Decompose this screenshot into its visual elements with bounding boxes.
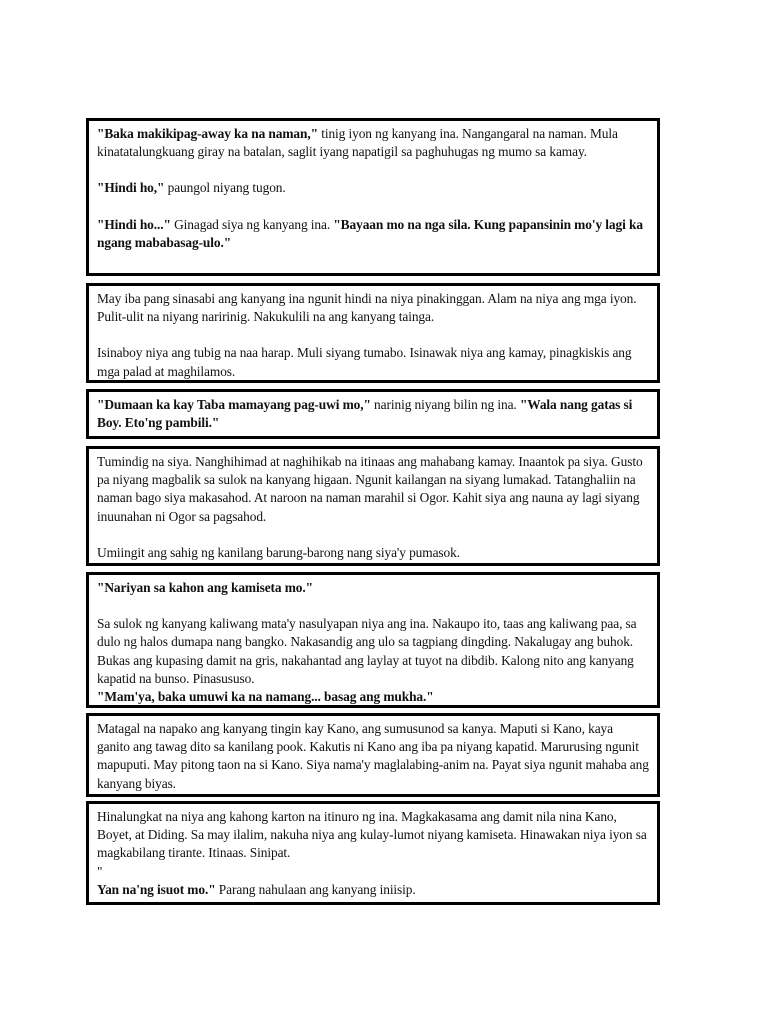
- text-block-6: [86, 713, 660, 797]
- paragraph: [97, 544, 649, 562]
- paragraph: [97, 344, 649, 380]
- stray-quote: ": [97, 863, 103, 879]
- narration-text: Matagal na napako ang kanyang tingin kay Kano, ang sumusunod sa kanya. Maputi si Kano, kaya ganito ang tawag dito sa kanilang pook. Kakutis ni Kano ang iba pa niyang kapatid. Marurusing ngunit mapuputi. May pitong taon na si Kano. Siya nama'y maglalabing-anim na. Payat siya ngunit mahaba ang kanyang biyas.: [97, 721, 649, 791]
- paragraph: [97, 615, 649, 706]
- text-block-5: [86, 572, 660, 708]
- narration-text: Isinaboy niya ang tubig na naa harap. Muli siyang tumabo. Isinawak niya ang kamay, pinagkiskis ang mga palad at maghilamos.: [97, 345, 632, 379]
- narration-text: Sa sulok ng kanyang kaliwang mata'y nasulyapan niya ang ina. Nakaupo ito, taas ang kaliwang paa, sa dulo ng halos dumapa nang bangko. Nakasandig ang ulo sa tagpiang dingding. Nakalugay ang buhok. Bukas ang kupasing damit na gris, nakahantad ang laylay at tuyot na dibdib. Kalong nito ang kanyang kapatid na bunso. Pinasususo.: [97, 616, 637, 686]
- paragraph: [97, 396, 649, 432]
- dialogue-bold: "Baka makikipag-away ka na naman,": [97, 126, 318, 141]
- narration-text: Umiingit ang sahig ng kanilang barung-barong nang siya'y pumasok.: [97, 544, 460, 560]
- dialogue-bold: "Hindi ho...": [97, 216, 171, 232]
- dialogue-bold: "Dumaan ka kay Taba mamayang pag-uwi mo,": [97, 397, 371, 412]
- dialogue-bold: Yan na'ng isuot mo.": [97, 881, 216, 897]
- paragraph: [97, 720, 649, 793]
- paragraph: [97, 216, 649, 252]
- narration-text: paungol niyang tugon.: [164, 180, 286, 196]
- text-block-1: [86, 118, 660, 276]
- paragraph: [97, 453, 649, 526]
- narration-text: Ginagad siya ng kanyang ina.: [170, 216, 334, 232]
- paragraph: [97, 808, 649, 899]
- narration-text: Tumindig na siya. Nanghihimad at naghihikab na itinaas ang mahabang kamay. Inaantok pa siya. Gusto pa niyang magbalik sa sulok na kanyang higaan. Ngunit kailangan na siyang lumakad. Tatanghaliin na naman bago siya makasahod. At naroon na naman marahil si Ogor. Kahit siya ang nauna ay lagi siyang inuunahan ni Ogor sa pagsahod.: [97, 454, 643, 524]
- text-block-7: [86, 801, 660, 905]
- dialogue-bold: "Mam'ya, baka umuwi ka na namang... basag ang mukha.": [97, 689, 434, 705]
- text-block-2: [86, 283, 660, 383]
- dialogue-bold: "Hindi ho,": [97, 180, 165, 196]
- narration-text: Hinalungkat na niya ang kahong karton na itinuro ng ina. Magkakasama ang damit nila nina Kano, Boyet, at Diding. Sa may ilalim, nakuha niya ang kulay-lumot niyang kamiseta. Hinawakan niya iyon sa magkabilang tirante. Itinaas. Sinipat.: [97, 809, 647, 861]
- paragraph: [97, 125, 649, 161]
- narration-text: May iba pang sinasabi ang kanyang ina ngunit hindi na niya pinakinggan. Alam na niya ang mga iyon. Pulit-ulit na niyang naririnig. Nakukulili na ang kanyang tainga.: [97, 291, 637, 325]
- dialogue-bold: "Bayaan mo na nga sila. Kung papansinin mo'y lagi ka ngang mababasag-ulo.": [97, 216, 643, 250]
- dialogue-bold: "Nariyan sa kahon ang kamiseta mo.": [97, 580, 313, 595]
- narration-text: narinig niyang bilin ng ina.: [370, 397, 520, 412]
- paragraph: [97, 290, 649, 326]
- paragraph: [97, 179, 649, 197]
- text-block-3: [86, 389, 660, 439]
- narration-text: tinig iyon ng kanyang ina. Nangangaral na naman. Mula kinatatalungkuang giray na batalan, saglit iyang napatigil sa paghuhugas ng mumo sa kamay.: [97, 126, 618, 160]
- paragraph: [97, 579, 649, 597]
- text-block-4: [86, 446, 660, 566]
- dialogue-bold: "Wala nang gatas si Boy. Eto'ng pambili.": [97, 397, 633, 431]
- narration-text: Parang nahulaan ang kanyang iniisip.: [215, 881, 416, 897]
